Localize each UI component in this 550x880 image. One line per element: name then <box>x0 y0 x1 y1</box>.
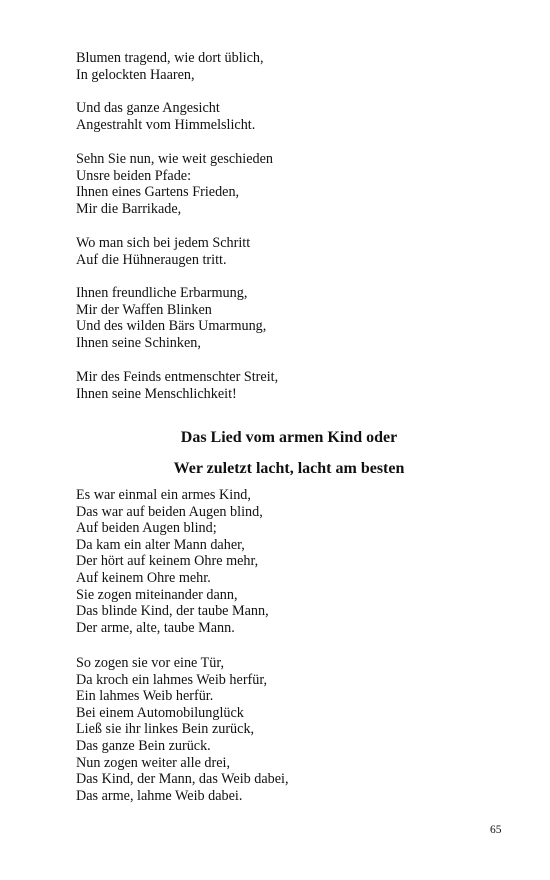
stanza <box>76 100 255 133</box>
verse-line: Das ganze Bein zurück. <box>76 737 211 754</box>
verse-line: Das war auf beiden Augen blind, <box>76 503 263 520</box>
verse-line: Nun zogen weiter alle drei, <box>76 754 231 771</box>
verse-line: Auf beiden Augen blind; <box>76 520 217 537</box>
verse-line: Unsre beiden Pfade: <box>76 167 192 184</box>
verse-line: Ein lahmes Weib herfür. <box>76 688 214 705</box>
verse-line: Der hört auf keinem Ohre mehr, <box>76 553 259 570</box>
page-number: 65 <box>490 824 502 836</box>
verse-line: Wo man sich bei jedem Schritt <box>76 235 251 251</box>
verse-line: Sie zogen miteinander dann, <box>76 586 238 603</box>
verse-line: Es war einmal ein armes Kind, <box>76 487 251 503</box>
stanza <box>76 285 266 351</box>
stanza <box>76 487 269 636</box>
stanza <box>76 50 264 83</box>
verse-line: Auf keinem Ohre mehr. <box>76 569 211 586</box>
verse-line: Ihnen eines Gartens Frieden, <box>76 184 240 201</box>
verse-line: Das arme, lahme Weib dabei. <box>76 787 243 804</box>
stanza <box>76 655 289 804</box>
verse-line: Ließ sie ihr linkes Bein zurück, <box>76 721 255 738</box>
verse-line: Sehn Sie nun, wie weit geschieden <box>76 151 274 167</box>
verse-line: Bei einem Automobilunglück <box>76 704 244 721</box>
stanza <box>76 151 273 217</box>
verse-line: So zogen sie vor eine Tür, <box>76 655 225 671</box>
verse-line: Blumen tragend, wie dort üblich, <box>76 50 264 66</box>
verse-line: Und des wilden Bärs Umarmung, <box>76 318 267 335</box>
verse-line: Mir die Barrikade, <box>76 200 182 217</box>
verse-line: Ihnen seine Menschlichkeit! <box>76 385 237 402</box>
verse-line: Und das ganze Angesicht <box>76 100 220 116</box>
verse-line: Da kroch ein lahmes Weib herfür, <box>76 671 268 688</box>
poem-title: Das Lied vom armen Kind oder <box>180 429 398 446</box>
verse-line: Das Kind, der Mann, das Weib dabei, <box>76 771 289 788</box>
verse-line: Da kam ein alter Mann daher, <box>76 536 245 553</box>
verse-line: Auf die Hühneraugen tritt. <box>76 251 227 268</box>
stanza <box>76 235 250 268</box>
verse-line: Der arme, alte, taube Mann. <box>76 619 235 636</box>
verse-line: Ihnen seine Schinken, <box>76 334 201 351</box>
poem-subtitle: Wer zuletzt lacht, lacht am besten <box>173 460 405 477</box>
verse-line: Ihnen freundliche Erbarmung, <box>76 285 248 301</box>
verse-line: Mir der Waffen Blinken <box>76 301 212 318</box>
verse-line: In gelockten Haaren, <box>76 66 195 83</box>
verse-line: Angestrahlt vom Himmelslicht. <box>76 116 256 133</box>
verse-line: Mir des Feinds entmenschter Streit, <box>76 369 279 385</box>
verse-line: Das blinde Kind, der taube Mann, <box>76 603 269 620</box>
stanza <box>76 369 278 402</box>
